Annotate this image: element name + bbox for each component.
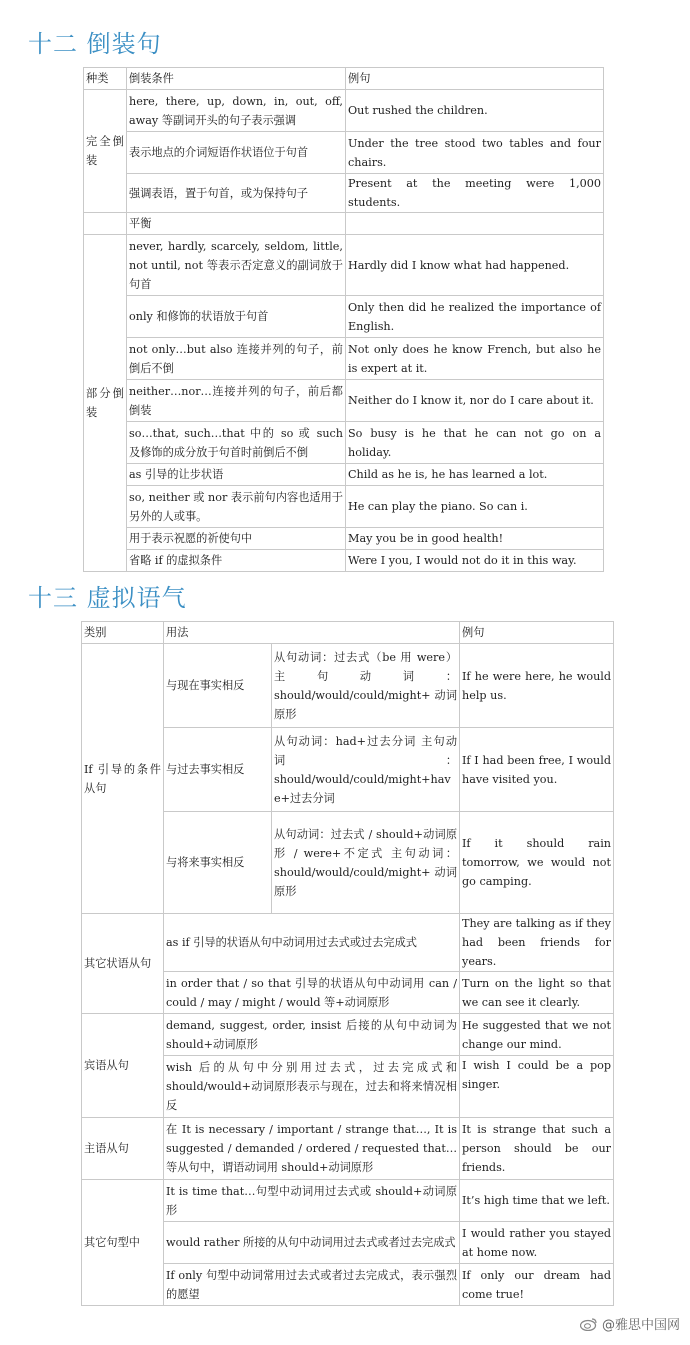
table-cell: I would rather you stayed at home now.: [460, 1222, 614, 1264]
table-cell: wish 后的从句中分别用过去式，过去完成式和 should/would+动词原形表示与现在，过去和将来情况相反: [164, 1056, 460, 1118]
table-cell: only 和修饰的状语放于句首: [127, 296, 346, 338]
table-cell: 从句动词：过去式（be 用 were）主句动词：should/would/could/might+ 动词原形: [272, 644, 460, 728]
table-cell: It is time that…句型中动词用过去式或 should+动词原形: [164, 1180, 460, 1222]
table-cell: 用于表示祝愿的祈使句中: [127, 528, 346, 550]
table-cell: [84, 213, 127, 235]
header-usage: 用法: [164, 622, 460, 644]
table-cell: If only our dream had come true!: [460, 1264, 614, 1306]
table-cell: If I had been free, I would have visited you.: [460, 728, 614, 812]
table-cell: Not only does he know French, but also he is expert at it.: [346, 338, 604, 380]
table-cell: If it should rain tomorrow, we would not go camping.: [460, 812, 614, 914]
table-cell: 与过去事实相反: [164, 728, 272, 812]
watermark: [580, 1314, 680, 1333]
full-inversion-label: 完全倒装: [84, 90, 127, 213]
table-cell: never, hardly, scarcely, seldom, little, not until, not 等表示否定意义的副词放于句首: [127, 235, 346, 296]
watermark-handle: @雅思中国网: [601, 1318, 680, 1333]
balance-cell: 平衡: [127, 213, 346, 235]
table-cell: 表示地点的介词短语作状语位于句首: [127, 132, 346, 174]
table-cell: 从句动词：过去式 / should+动词原形 / were+不定式 主句动词：should/would/could/might+ 动词原形: [272, 812, 460, 914]
table-cell: as 引导的让步状语: [127, 464, 346, 486]
table-cell: 从句动词：had+过去分词 主句动词：should/would/could/might+have+过去分词: [272, 728, 460, 812]
table-cell: Turn on the light so that we can see it clearly.: [460, 972, 614, 1014]
table-cell: 与将来事实相反: [164, 812, 272, 914]
table-cell: It is strange that such a person should be our friends.: [460, 1118, 614, 1180]
table-cell: Only then did he realized the importance of English.: [346, 296, 604, 338]
table-cell: not only…but also 连接并列的句子，前倒后不倒: [127, 338, 346, 380]
subject-clause-label: 主语从句: [82, 1118, 164, 1180]
subjunctive-table: [81, 621, 614, 1306]
table-cell: So busy is he that he can not go on a holiday.: [346, 422, 604, 464]
table-cell: 在 It is necessary / important / strange that…, It is suggested / demanded / ordered / requested that… 等从句中，谓语动词用 should+动词原形: [164, 1118, 460, 1180]
table-cell: He can play the piano. So can i.: [346, 486, 604, 528]
other-patterns-label: 其它句型中: [82, 1180, 164, 1306]
table-cell: Out rushed the children.: [346, 90, 604, 132]
section13-title: 十三 虚拟语气: [28, 584, 187, 612]
table-cell: neither…nor…连接并列的句子，前后都倒装: [127, 380, 346, 422]
object-clause-label: 宾语从句: [82, 1014, 164, 1118]
table-cell: Neither do I know it, nor do I care about it.: [346, 380, 604, 422]
table-cell: as if 引导的状语从句中动词用过去式或过去完成式: [164, 914, 460, 972]
table-cell: [346, 213, 604, 235]
section12-title: 十二 倒装句: [28, 30, 162, 58]
table-cell: would rather 所接的从句中动词用过去式或者过去完成式: [164, 1222, 460, 1264]
partial-inversion-label: 部分倒装: [84, 235, 127, 572]
table-cell: If only 句型中动词常用过去式或者过去完成式，表示强烈的愿望: [164, 1264, 460, 1306]
table-cell: 强调表语，置于句首，或为保持句子: [127, 174, 346, 213]
table-cell: Present at the meeting were 1,000 students.: [346, 174, 604, 213]
table-cell: It’s high time that we left.: [460, 1180, 614, 1222]
table-cell: Were I you, I would not do it in this way.: [346, 550, 604, 572]
table-cell: in order that / so that 引导的状语从句中动词用 can / could / may / might / would 等+动词原形: [164, 972, 460, 1014]
header-condition: 倒装条件: [127, 68, 346, 90]
header-kind: 种类: [84, 68, 127, 90]
table-cell: so…that, such…that 中的 so 或 such 及修饰的成分放于句首时前倒后不倒: [127, 422, 346, 464]
table-cell: He suggested that we not change our mind.: [460, 1014, 614, 1056]
table-cell: here, there, up, down, in, out, off, away 等副词开头的句子表示强调: [127, 90, 346, 132]
table-cell: If he were here, he would help us.: [460, 644, 614, 728]
adverbial-clause-label: 其它状语从句: [82, 914, 164, 1014]
header-example: 例句: [346, 68, 604, 90]
table-cell: Hardly did I know what had happened.: [346, 235, 604, 296]
table-cell: so, neither 或 nor 表示前句内容也适用于另外的人或事。: [127, 486, 346, 528]
table-cell: 与现在事实相反: [164, 644, 272, 728]
table-cell: I wish I could be a pop singer.: [460, 1056, 614, 1118]
header-example: 例句: [460, 622, 614, 644]
if-clause-label: If 引导的条件从句: [82, 644, 164, 914]
table-cell: demand, suggest, order, insist 后接的从句中动词为 should+动词原形: [164, 1014, 460, 1056]
weibo-icon: [580, 1317, 598, 1331]
table-cell: Child as he is, he has learned a lot.: [346, 464, 604, 486]
header-category: 类别: [82, 622, 164, 644]
table-cell: Under the tree stood two tables and four chairs.: [346, 132, 604, 174]
table-cell: May you be in good health!: [346, 528, 604, 550]
inversion-table: [83, 67, 604, 572]
table-cell: They are talking as if they had been friends for years.: [460, 914, 614, 972]
table-cell: 省略 if 的虚拟条件: [127, 550, 346, 572]
